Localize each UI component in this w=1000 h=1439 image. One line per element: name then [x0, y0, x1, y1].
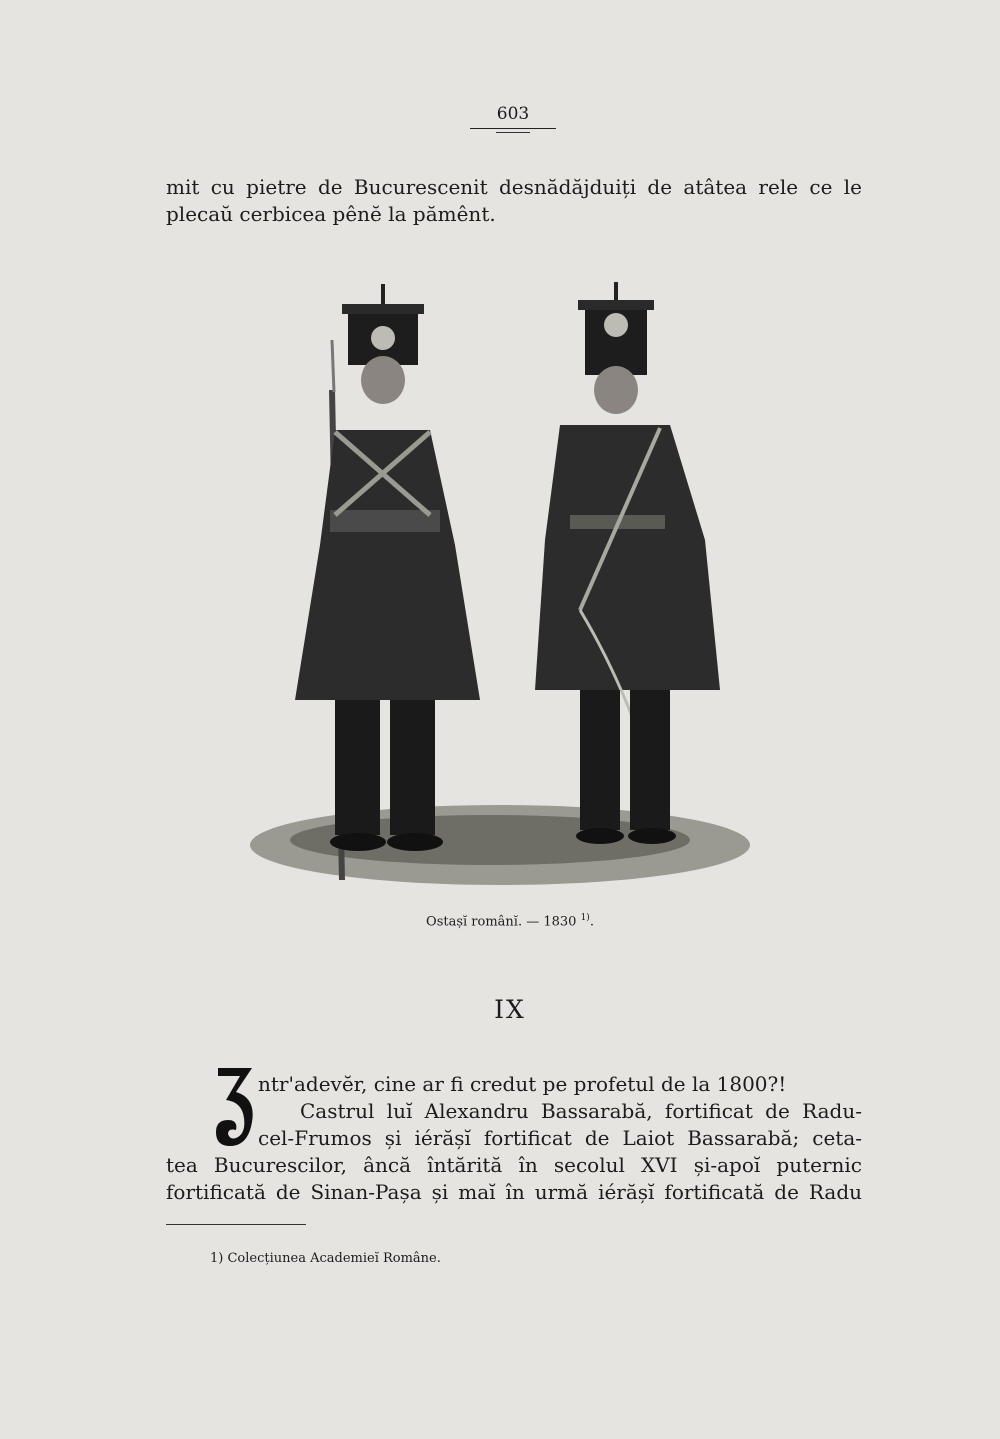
right-soldier [535, 282, 720, 844]
paragraph-line-1: ntr'adevĕr, cine ar fi credut pe profetul de la 1800?! [258, 1072, 787, 1096]
figure-caption-text: Ostașĭ românĭ. — 1830 [426, 914, 577, 930]
figure-caption-note-marker: 1) [580, 913, 590, 923]
soldiers-illustration [240, 280, 760, 900]
footnote-rule [166, 1224, 306, 1225]
section-heading: IX [494, 995, 526, 1024]
paragraph-line-4: tea Bucurescilor, âncă întărită în secolul XVI și-apoĭ puternic [166, 1153, 862, 1177]
footnote: 1) Colecțiunea Academieĭ Române. [210, 1251, 441, 1266]
paragraph-line-2: Castrul luĭ Alexandru Bassarabă, fortificat de Radu- [300, 1099, 862, 1123]
intro-line-1: mit cu pietre de Bucurescenit desnădăjduiți de atâtea rele ce le [166, 175, 862, 199]
intro-line-2: plecaŭ cerbicea pênĕ la pămênt. [166, 202, 496, 226]
dropcap-letter [212, 1062, 258, 1152]
left-soldier [295, 284, 480, 880]
page-number: 603 [470, 104, 556, 129]
paragraph-line-3: cel-Frumos și iérășĭ fortificat de Laiot Bassarabă; ceta- [258, 1126, 862, 1150]
figure-caption: Ostașĭ românĭ. — 1830 $^{1)}$. [426, 913, 594, 930]
paragraph-line-5: fortificată de Sinan-Pașa și maĭ în urmă iérășĭ fortificată de Radu [166, 1180, 862, 1204]
